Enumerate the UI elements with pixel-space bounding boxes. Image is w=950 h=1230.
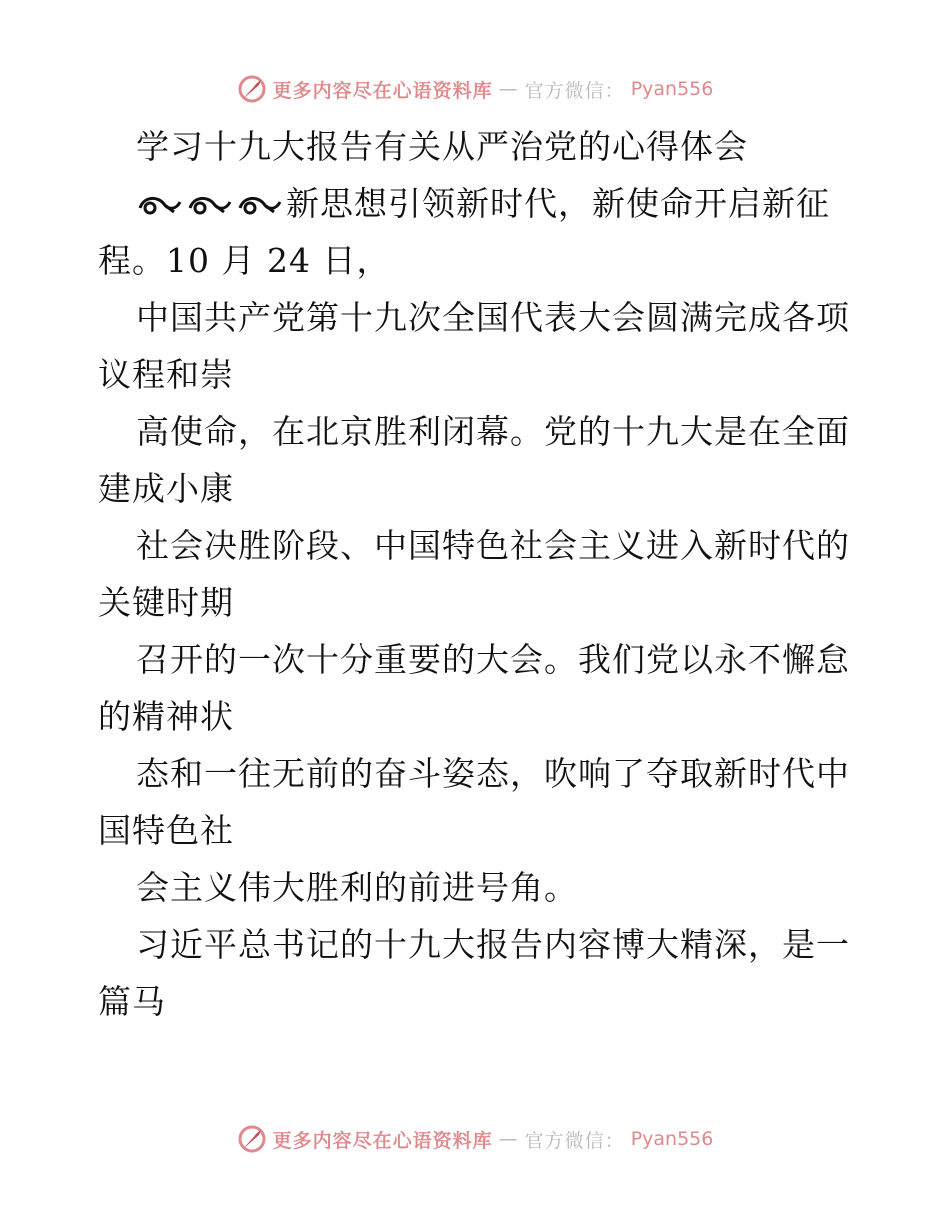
watermark-wechat-id: Pyan556 — [630, 1128, 714, 1150]
floral-ornament-icon — [236, 192, 282, 218]
watermark-sub-text: 官方微信： — [524, 1129, 625, 1152]
footer-watermark — [0, 1124, 950, 1154]
paragraph-line-5: 高使命，在北京胜利闭幕。党的十九大是在全面 — [136, 412, 850, 451]
paragraph-line-3: 中国共产党第十九次全国代表大会圆满完成各项 — [136, 298, 850, 337]
paragraph-line-9: 召开的一次十分重要的大会。我们党以永不懈怠 — [136, 640, 850, 679]
paragraph-line-11: 态和一往无前的奋斗姿态，吹响了夺取新时代中 — [136, 754, 850, 793]
paragraph-line-13: 会主义伟大胜利的前进号角。 — [136, 868, 578, 907]
paragraph-line-10: 的精神状 — [98, 697, 234, 736]
paragraph-line-4: 议程和崇 — [98, 355, 234, 394]
paragraph-line-2: 程。10 月 24 日， — [98, 241, 391, 280]
watermark-main-text: 更多内容尽在心语资料库 — [272, 79, 493, 102]
paragraph-text: 新思想引领新时代，新使命开启新征 — [286, 184, 830, 223]
document-body — [98, 118, 858, 1030]
paragraph-line-12: 国特色社 — [98, 811, 234, 850]
watermark-dash: — — [498, 1128, 519, 1150]
paragraph-line-6: 建成小康 — [98, 469, 234, 508]
document-title: 学习十九大报告有关从严治党的心得体会 — [136, 127, 748, 166]
paragraph-line-14: 习近平总书记的十九大报告内容博大精深，是一 — [136, 925, 850, 964]
quill-pen-logo-icon — [237, 1124, 267, 1154]
paragraph-line-1 — [98, 175, 858, 232]
paragraph-line-15: 篇马 — [98, 982, 166, 1021]
header-watermark — [0, 74, 950, 104]
paragraph-line-7: 社会决胜阶段、中国特色社会主义进入新时代的 — [136, 526, 850, 565]
floral-ornament-icon — [186, 192, 232, 218]
watermark-dash: — — [498, 78, 519, 100]
floral-ornament-icon — [136, 192, 182, 218]
watermark-sub-text: 官方微信： — [524, 79, 625, 102]
quill-pen-logo-icon — [237, 74, 267, 104]
paragraph-line-8: 关键时期 — [98, 583, 234, 622]
watermark-wechat-id: Pyan556 — [630, 78, 714, 100]
watermark-main-text: 更多内容尽在心语资料库 — [272, 1129, 493, 1152]
